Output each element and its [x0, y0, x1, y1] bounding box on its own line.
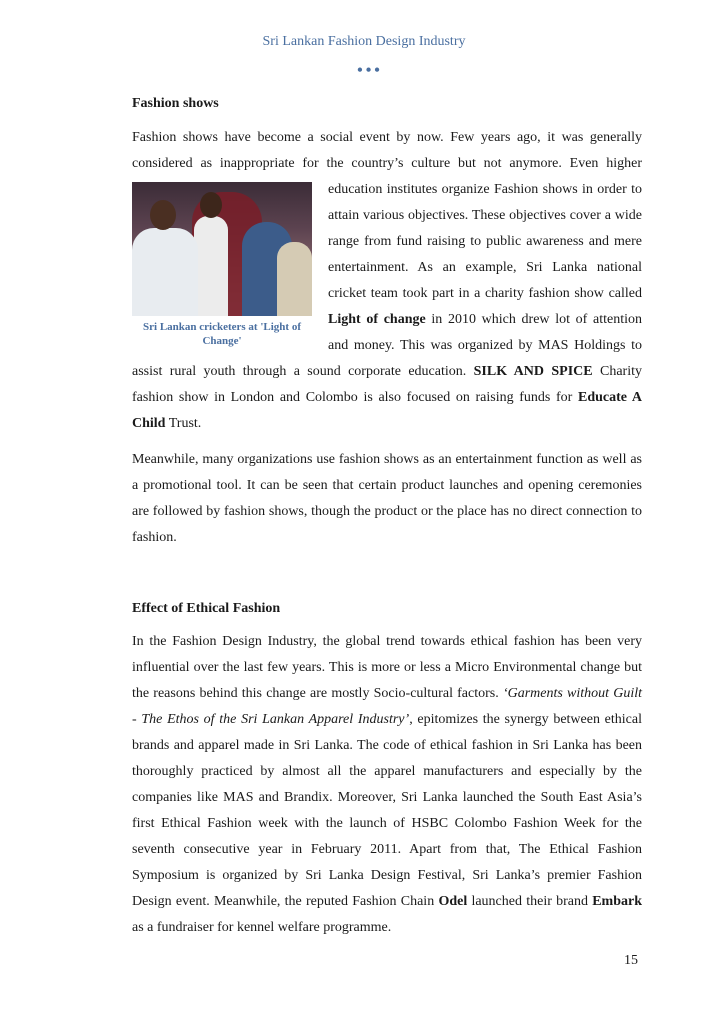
photo-shape — [150, 200, 176, 230]
text-run: Trust. — [165, 416, 202, 431]
fashion-shows-paragraph-1 — [132, 125, 642, 437]
photo-shape — [194, 216, 228, 316]
photo-shape — [277, 242, 312, 316]
ethical-fashion-paragraph — [132, 629, 642, 941]
bold-run: SILK AND SPICE — [473, 364, 593, 379]
runway-photo-image — [132, 182, 312, 316]
text-run: launched their brand — [467, 894, 593, 909]
header-ornament: ••• — [357, 62, 383, 79]
bold-run: Educate A Child — [132, 390, 642, 431]
page-number: 15 — [624, 953, 638, 968]
text-run: Charity fashion show in London and Colombo is also focused on raising funds for — [132, 364, 642, 405]
text-run: Fashion shows have become a social event by now. Few years ago, it was generally considered as inappropriate for the country’s culture but not anymore. Even higher — [132, 130, 642, 171]
bold-run: Odel — [438, 894, 468, 909]
photo-shape — [132, 228, 198, 316]
text-run: in 2010 which drew lot of attention and money. This was organized by MAS Holdings to assist rural youth through a sound corporate education. — [132, 312, 642, 379]
runway-photo-figure — [132, 182, 312, 348]
page-content — [132, 94, 642, 941]
text-run: as a fundraiser for kennel welfare programme. — [132, 920, 392, 935]
text-run: education institutes organize Fashion shows in order to attain various objectives. These objectives cover a wide range from fund raising to public awareness and mere entertainment. As an example, Sri Lanka national cricket team took part in a charity fashion show called — [328, 182, 642, 301]
text-run: , epitomizes the synergy between ethical brands and apparel made in Sri Lanka. The code of ethical fashion in Sri Lanka has been thoroughly practiced by almost all the apparel manufacturers and especially by the companies like MAS and Brandix. Moreover, Sri Lanka launched the South East Asia’s first Ethical Fashion week with the launch of HSBC Colombo Fashion Week for the seventh consecutive year in February 2011. Apart from that, The Ethical Fashion Symposium is organized by Sri Lanka Design Festival, Sri Lanka’s premier Fashion Design event. Meanwhile, the reputed Fashion Chain — [132, 712, 642, 909]
section-heading-fashion-shows: Fashion shows — [132, 96, 219, 111]
running-header: Sri Lankan Fashion Design Industry — [262, 34, 466, 49]
section-spacer — [132, 551, 642, 599]
section-heading-ethical-fashion: Effect of Ethical Fashion — [132, 601, 281, 616]
rich-paragraph — [132, 125, 642, 437]
figure-caption: Sri Lankan cricketers at 'Light of Change' — [143, 321, 301, 347]
bold-run: Embark — [592, 894, 642, 909]
italic-run: ‘Garments without Guilt - The Ethos of the Sri Lankan Apparel Industry’ — [132, 686, 642, 727]
fashion-shows-paragraph-2: Meanwhile, many organizations use fashion shows as an entertainment function as well as a promotional tool. It can be seen that certain product launches and opening ceremonies are followed by fashion shows, though the product or the place has no direct connection to fashion. — [132, 452, 642, 545]
bold-run: Light of change — [328, 312, 426, 327]
photo-shape — [200, 192, 222, 218]
text-run: In the Fashion Design Industry, the global trend towards ethical fashion has been very influential over the last few years. This is more or less a Micro Environmental change but the reasons behind this change are mostly Socio-cultural factors. — [132, 634, 642, 701]
